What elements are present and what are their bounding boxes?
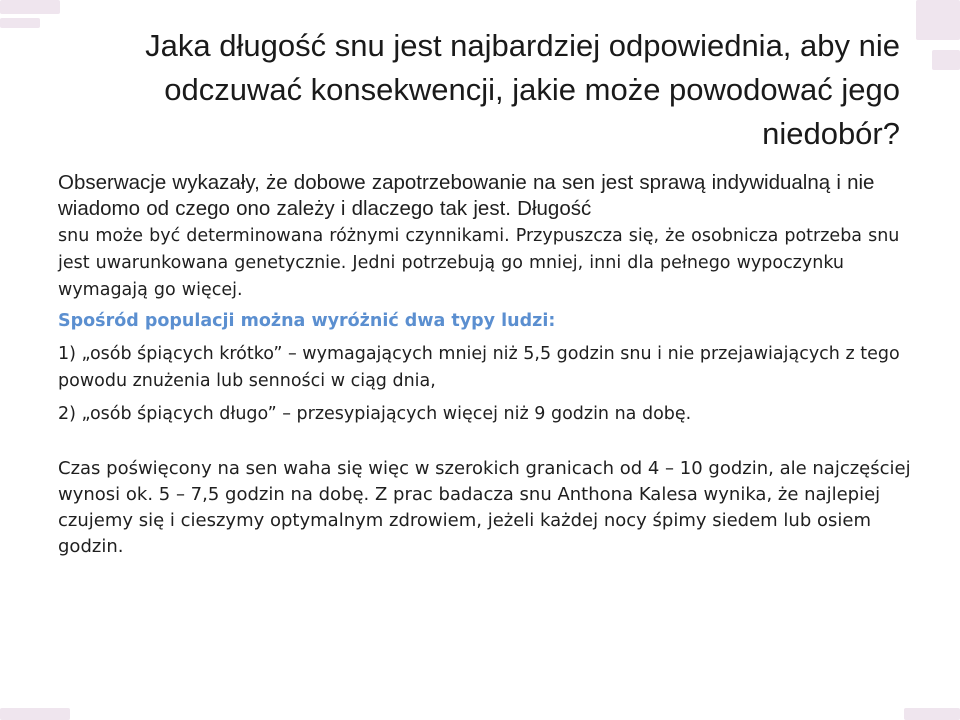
- intro-paragraph: [58, 170, 918, 303]
- corner-decoration: [932, 50, 960, 70]
- corner-decoration: [0, 708, 70, 720]
- corner-decoration: [0, 0, 60, 14]
- closing-paragraph: Czas poświęcony na sen waha się więc w szerokich granicach od 4 – 10 godzin, ale najczęściej wynosi ok. 5 – 7,5 godzin na dobę. Z prac badacza snu Anthona Kalesa wynika, że najlepiej czujemy się i cieszymy optymalnym zdrowiem, jeżeli każdej nocy śpimy siedem lub osiem godzin.: [58, 458, 911, 557]
- corner-decoration: [0, 18, 40, 28]
- intro-text-part-3: Przypuszcza się, że osobnicza potrzeba snu jest uwarunkowana genetycznie. Jedni potrzebują go mniej, inni dla pełnego wypoczynku wymagają go więcej.: [58, 226, 900, 300]
- corner-decoration: [916, 0, 960, 40]
- list-item-long-sleepers: 2) „osób śpiących długo” – przesypiających więcej niż 9 godzin na dobę.: [58, 404, 692, 424]
- slide-body: [58, 170, 918, 560]
- slide-title: Jaka długość snu jest najbardziej odpowiednia, aby nie odczuwać konsekwencji, jakie może powodować jego niedobór?: [145, 28, 900, 151]
- intro-text-part-2: snu może być determinowana różnymi czynnikami.: [58, 226, 510, 246]
- list-item-short-sleepers: 1) „osób śpiących krótko” – wymagających mniej niż 5,5 godzin snu i nie przejawiających z tego powodu znużenia lub senności w ciąg dnia,: [58, 344, 900, 391]
- highlight-heading: Spośród populacji można wyróżnić dwa typy ludzi:: [58, 311, 556, 331]
- corner-decoration: [904, 708, 960, 720]
- intro-text-part-1: Obserwacje wykazały, że dobowe zapotrzebowanie na sen jest sprawą indywidualną i nie wiadomo od czego ono zależy i dlaczego tak jest. Długość: [58, 171, 875, 220]
